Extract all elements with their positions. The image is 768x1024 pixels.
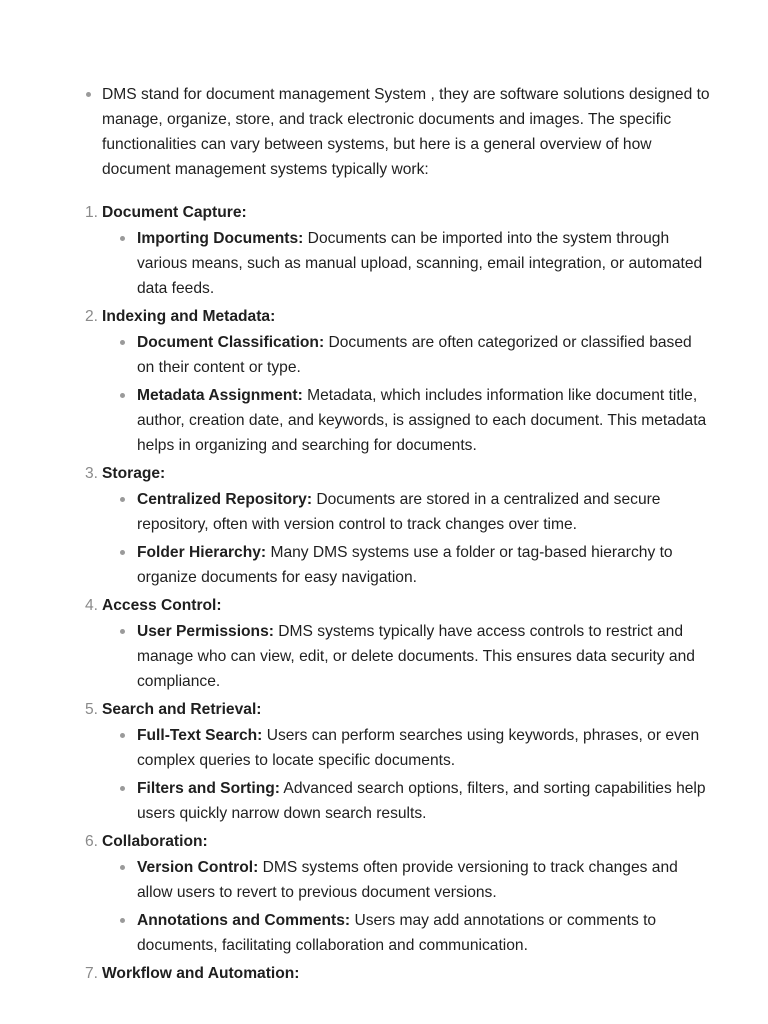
sub-bullet-text: DMS systems often provide versioning to track changes and allow users to revert to previous document versions. [137, 859, 678, 901]
section-heading: Storage: [102, 465, 166, 482]
sub-bullet-label: Metadata Assignment: [137, 387, 303, 404]
section-heading: Workflow and Automation: [102, 965, 300, 982]
sub-bullet-label: Importing Documents: [137, 230, 304, 247]
sub-bullet [102, 776, 712, 826]
section-heading: Indexing and Metadata: [102, 308, 276, 325]
sub-bullet-text: DMS systems typically have access controls to restrict and manage who can view, edit, or delete documents. This ensures data security and compliance. [137, 623, 695, 690]
sub-bullet-label: Folder Hierarchy: [137, 544, 267, 561]
sub-bullet-text: Advanced search options, filters, and sorting capabilities help users quickly narrow down search results. [137, 780, 706, 822]
section-heading: Access Control: [102, 597, 222, 614]
sub-bullet-text: Users can perform searches using keywords, phrases, or even complex queries to locate specific documents. [137, 727, 700, 769]
section-number: 7. [84, 965, 98, 982]
section-number: 4. [84, 597, 98, 614]
section-number: 2. [84, 308, 98, 325]
bullet-dot-icon [120, 733, 125, 738]
numbered-list [0, 200, 768, 988]
sub-bullet-label: Filters and Sorting: [137, 780, 280, 797]
sub-bullet [102, 723, 712, 773]
bullet-dot-icon [120, 497, 125, 502]
bullet-dot-icon [120, 865, 125, 870]
intro-item [0, 82, 768, 182]
section-number: 1. [84, 204, 98, 221]
section-heading: Collaboration: [102, 833, 208, 850]
sub-bullet-text: Many DMS systems use a folder or tag-based hierarchy to organize documents for easy navigation. [137, 544, 673, 586]
bullet-dot-icon [120, 786, 125, 791]
sub-bullet [102, 619, 712, 694]
sub-bullet-text: Documents are stored in a centralized and secure repository, often with version control to track changes over time. [137, 491, 661, 533]
sub-bullet-text: Documents can be imported into the system through various means, such as manual upload, scanning, email integration, or automated data feeds. [137, 230, 703, 297]
sub-bullet [102, 487, 712, 537]
section-number: 5. [84, 701, 98, 718]
list-section [0, 829, 768, 958]
list-section [0, 697, 768, 826]
bullet-dot-icon [120, 629, 125, 634]
sub-bullet-label: Document Classification: [137, 334, 325, 351]
list-section [0, 593, 768, 694]
bullet-dot-icon [120, 918, 125, 923]
bullet-dot-icon [120, 236, 125, 241]
sub-bullet-label: Full-Text Search: [137, 727, 263, 744]
sub-bullet [102, 383, 712, 458]
intro-bullet [0, 82, 768, 182]
intro-text: DMS stand for document management System , they are software solutions designed to manage, organize, store, and track electronic documents and images. The specific functionalities can vary between systems, but here is a general overview of how document management systems typically work: [102, 86, 710, 178]
sub-bullet [102, 908, 712, 958]
section-number: 6. [84, 833, 98, 850]
list-section [0, 461, 768, 590]
bullet-dot-icon [120, 550, 125, 555]
list-section [0, 304, 768, 458]
list-section [0, 961, 768, 986]
section-number: 3. [84, 465, 98, 482]
sub-bullet [102, 855, 712, 905]
sub-bullet-text: Users may add annotations or comments to documents, facilitating collaboration and communication. [137, 912, 657, 954]
bullet-dot-icon [86, 92, 91, 97]
sub-bullet-label: Centralized Repository: [137, 491, 313, 508]
sub-bullet-label: Version Control: [137, 859, 259, 876]
sub-bullet-label: Annotations and Comments: [137, 912, 351, 929]
bullet-dot-icon [120, 393, 125, 398]
section-heading: Document Capture: [102, 204, 247, 221]
sub-bullet [102, 330, 712, 380]
list-section [0, 200, 768, 301]
section-heading: Search and Retrieval: [102, 701, 262, 718]
sub-bullet [102, 540, 712, 590]
sub-bullet-label: User Permissions: [137, 623, 274, 640]
sub-bullet-text: Metadata, which includes information like document title, author, creation date, and keywords, is assigned to each document. This metadata helps in organizing and searching for documents. [137, 387, 707, 454]
sub-bullet [102, 226, 712, 301]
bullet-dot-icon [120, 340, 125, 345]
sub-bullet-text: Documents are often categorized or classified based on their content or type. [137, 334, 692, 376]
